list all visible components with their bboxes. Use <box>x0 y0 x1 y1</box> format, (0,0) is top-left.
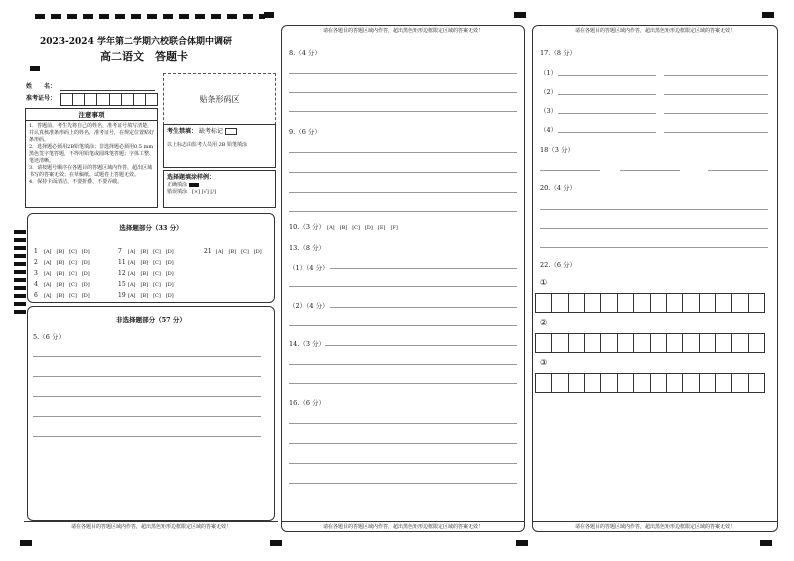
middle-header-warning: 请在各题目的答题区域内作答，超出黑色矩形边框限定区域的答案无效！ <box>322 28 483 34</box>
question-9-label: 9.（6 分） <box>289 128 321 136</box>
choice-row[interactable]: 4 [A] [B] [C] [D] <box>34 281 90 288</box>
answer-line[interactable] <box>289 286 517 287</box>
question-18-label: 18（3 分） <box>540 146 574 154</box>
notice-title: 注意事项 <box>26 109 157 121</box>
wrong-fill-label: 错误填涂 <box>167 189 188 195</box>
right-column <box>532 25 778 532</box>
choice-section <box>27 213 275 303</box>
answer-line[interactable] <box>540 247 768 248</box>
notice-item: 4．保持卡面清洁，不要折叠、不要弄破。 <box>29 179 123 185</box>
choice-row[interactable]: 19 [A] [B] [C] [D] <box>118 292 174 299</box>
writing-grid-row[interactable] <box>535 293 765 313</box>
answer-line[interactable] <box>289 423 517 424</box>
nonchoice-title: 非选择题部分（57 分） <box>116 316 186 324</box>
wrong-fill-marks: [×] [√] [/] <box>192 189 216 195</box>
question-13-2-label: （2）（4 分） <box>289 302 329 310</box>
footer-warning: 请在各题目的答题区域内作答，超出黑色矩形边框限定区域的答案无效！ <box>24 521 278 530</box>
answer-line[interactable] <box>540 209 768 210</box>
answer-line[interactable] <box>325 345 517 346</box>
answer-line[interactable] <box>289 383 517 384</box>
notice-item: 2．选择题必须用2B铅笔填涂；非选择题必须用0.5 mm黑色签字笔答题，不得用铅笔或圆珠笔答题；字体工整、笔迹清晰。 <box>29 144 155 164</box>
question-10-label[interactable]: 10.（3 分） [A] [B] [C] [D] [E] [F] <box>289 223 398 231</box>
right-header-warning: 请在各题目的答题区域内作答，超出黑色矩形边框限定区域的答案无效！ <box>574 28 735 34</box>
choice-row[interactable]: 3 [A] [B] [C] [D] <box>34 270 90 277</box>
question-17-part: （3） <box>540 107 558 115</box>
answer-line[interactable] <box>540 170 600 171</box>
alignment-mark <box>20 540 32 546</box>
question-22-label: 22.（6 分） <box>540 261 577 269</box>
middle-column <box>281 25 525 532</box>
question-5-label: 5.（6 分） <box>33 333 65 341</box>
alignment-mark <box>30 66 40 71</box>
writing-grid-row[interactable] <box>535 333 765 353</box>
question-16-label: 16.（6 分） <box>289 399 326 407</box>
alignment-mark <box>516 540 528 546</box>
answer-line[interactable] <box>33 376 261 377</box>
name-field[interactable] <box>60 90 155 91</box>
question-20-label: 20.（4 分） <box>540 184 577 192</box>
notice-box <box>25 108 158 208</box>
footer-warning: 请在各题目的答题区域内作答，超出黑色矩形边框限定区域的答案无效！ <box>281 521 525 530</box>
answer-line[interactable] <box>33 396 261 397</box>
choice-row[interactable]: 6 [A] [B] [C] [D] <box>34 292 90 299</box>
answer-line[interactable] <box>664 94 768 95</box>
alignment-mark <box>14 230 26 316</box>
answer-line[interactable] <box>289 152 517 153</box>
question-17-label: 17.（8 分） <box>540 49 577 57</box>
answer-line[interactable] <box>289 443 517 444</box>
exam-forbidden-box <box>163 124 276 168</box>
answer-line[interactable] <box>289 325 517 326</box>
choice-row[interactable]: 15 [A] [B] [C] [D] <box>118 281 174 288</box>
answer-line[interactable] <box>558 75 656 76</box>
answer-line[interactable] <box>664 75 768 76</box>
alignment-mark <box>35 14 265 19</box>
answer-line[interactable] <box>289 111 517 112</box>
choice-row[interactable]: 21 [A] [B] [C] [D] <box>204 248 262 255</box>
writing-grid-row[interactable] <box>535 373 765 393</box>
notice-item: 1．答题前，考生先将自己的姓名，准考证号填写清楚，并认真核准条形码上的姓名，准考证号，在规定位置贴好条形码。 <box>29 123 155 143</box>
answer-line[interactable] <box>708 170 768 171</box>
correct-fill-label: 正确填涂 <box>167 182 188 188</box>
answer-line[interactable] <box>33 416 261 417</box>
question-13-label: 13.（8 分） <box>289 244 326 252</box>
answer-line[interactable] <box>289 211 517 212</box>
barcode-label: 贴条形码区 <box>199 94 240 104</box>
answer-line[interactable] <box>558 94 656 95</box>
answer-line[interactable] <box>330 268 517 269</box>
answer-line[interactable] <box>289 92 517 93</box>
question-14-label: 14.（3 分） <box>289 340 326 348</box>
answer-line[interactable] <box>664 132 768 133</box>
fill-example-title: 选择题填涂样例： <box>167 174 216 181</box>
answer-line[interactable] <box>330 307 517 308</box>
forbidden-note: 以上标志由监考人员用 2B 铅笔填涂 <box>167 142 248 148</box>
choice-column <box>204 238 267 255</box>
id-field[interactable] <box>60 93 158 106</box>
answer-line[interactable] <box>558 132 656 133</box>
absent-mark-label: 缺考标记 <box>198 128 223 135</box>
alignment-mark <box>762 12 774 18</box>
question-17-part: （1） <box>540 69 558 77</box>
absent-mark-box[interactable] <box>225 128 237 135</box>
choice-row[interactable]: 7 [A] [B] [C] [D] <box>118 248 174 255</box>
answer-line[interactable] <box>620 170 680 171</box>
answer-line[interactable] <box>289 172 517 173</box>
correct-fill-mark <box>189 183 199 187</box>
question-13-1-label: （1）（4 分） <box>289 264 329 272</box>
answer-line[interactable] <box>33 356 261 357</box>
answer-line[interactable] <box>558 113 656 114</box>
alignment-mark <box>264 12 274 18</box>
choice-column <box>118 238 179 299</box>
notice-item: 3．请按题号顺序在各题目的答题区域内作答，超出区域书写的答案无效；在草稿纸、试题卷上答题无效。 <box>29 165 153 178</box>
answer-line[interactable] <box>289 483 517 484</box>
exam-title: 2023-2024 学年第二学期六校联合体期中调研 <box>40 37 232 47</box>
question-22-part: ① <box>540 278 548 287</box>
question-22-part: ② <box>540 318 548 327</box>
alignment-mark <box>760 540 772 546</box>
question-8-label: 8.（4 分） <box>289 49 321 57</box>
answer-line[interactable] <box>289 463 517 464</box>
answer-line[interactable] <box>33 436 261 437</box>
answer-line[interactable] <box>289 73 517 74</box>
footer-warning: 请在各题目的答题区域内作答，超出黑色矩形边框限定区域的答案无效！ <box>532 521 778 530</box>
answer-line[interactable] <box>289 192 517 193</box>
answer-line[interactable] <box>289 364 517 365</box>
answer-line[interactable] <box>664 113 768 114</box>
question-17-part: （2） <box>540 88 558 96</box>
alignment-mark <box>270 540 282 546</box>
choice-column <box>34 238 95 299</box>
fill-example-box <box>163 170 276 208</box>
forbidden-label: 考生禁填： <box>167 128 198 135</box>
choice-row[interactable]: 11 [A] [B] [C] [D] <box>118 259 174 266</box>
name-label: 姓 名： <box>26 83 57 90</box>
alignment-mark <box>514 12 526 18</box>
choice-row[interactable]: 1 [A] [B] [C] [D] <box>34 248 90 255</box>
choice-title: 选择题部分（33 分） <box>119 224 183 232</box>
barcode-area <box>163 73 276 125</box>
id-label: 准考证号： <box>26 95 57 102</box>
answer-line[interactable] <box>540 228 768 229</box>
question-17-part: （4） <box>540 126 558 134</box>
choice-row[interactable]: 12 [A] [B] [C] [D] <box>118 270 174 277</box>
choice-row[interactable]: 2 [A] [B] [C] [D] <box>34 259 90 266</box>
question-22-part: ③ <box>540 358 548 367</box>
card-title: 高二语文 答题卡 <box>100 50 188 63</box>
